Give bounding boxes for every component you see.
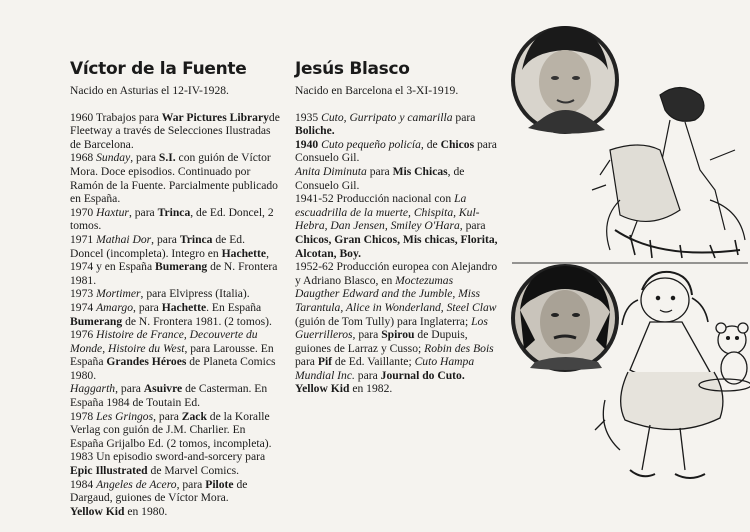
publication-name: Zack [181, 409, 207, 423]
entry-text: , de Consuelo Gil. [295, 164, 465, 192]
publication-name: Bumerang [70, 314, 123, 328]
entry-text: de Dargaud, guiones de Víctor Mora. [70, 477, 248, 505]
entry-text: , para [115, 382, 144, 396]
portrait-jesus-blasco [511, 264, 619, 372]
entry-text: 1973 [70, 287, 97, 301]
entry-text: para [295, 355, 318, 369]
entry-text: 1970 [70, 205, 97, 219]
publication-name: Trinca [179, 232, 213, 246]
work-title: Sunday [96, 151, 131, 165]
work-title: Angeles de Acero [96, 477, 177, 491]
entry-list [295, 111, 500, 396]
entry-text: , para Larousse. En España [70, 341, 274, 369]
entry-text: 1968 [70, 151, 97, 165]
work-title: Cuto, Gurripato y camarilla [321, 110, 453, 124]
work-title: Haggarth [70, 382, 116, 396]
work-title: Cuto pequeño policía, [321, 137, 424, 151]
entry-text: de la Koralle Verlag con guión de J.M. Charlier. En España Grijalbo Ed. (2 tomos, incompleta). [70, 409, 272, 450]
bibliography-entry [295, 138, 500, 165]
entry-text: , de Ed. Doncel, 2 tomos. [70, 205, 274, 233]
work-title: Mathai Dor [96, 232, 152, 246]
bibliography-entry [70, 233, 280, 287]
entry-text: , para [133, 300, 162, 314]
publication-name: Yellow Kid [70, 504, 125, 518]
entry-text: 1960 Trabajos para [70, 110, 162, 124]
publication-name: Chicos [440, 137, 475, 151]
work-title: Histoire de France, Decouverte du Monde, Histoire du West [70, 328, 258, 355]
bibliography-entry [70, 151, 280, 205]
entry-text: para [452, 110, 476, 124]
entry-text: , para [153, 409, 182, 423]
entry-text: de N. Frontera 1981. (2 tomos). [122, 314, 272, 328]
entry-text: para [354, 368, 381, 382]
work-title: Moctezumas Daugther Edward and the Jumble, Miss Tarantula, Alice in Wonderland, Steel Claw [295, 273, 497, 314]
entry-text: de Dupuis, guiones de Larraz y Cusso; [295, 328, 468, 355]
bibliography-entry [70, 410, 280, 451]
publication-name: Mis Chicas [392, 164, 448, 178]
birth-line: Nacido en Barcelona el 3-XI-1919. [295, 84, 459, 97]
bibliography-entry [295, 192, 500, 260]
publication-name: Epic Illustrated [70, 464, 148, 478]
entry-text: de Ed. Doncel (incompleta). Integro en [70, 232, 245, 260]
publication-name: Yellow Kid [295, 382, 350, 396]
entry-text: , para Elvipress (Italia). [140, 287, 250, 301]
bibliography-entry [295, 382, 500, 396]
publication-name: Trinca [157, 205, 191, 219]
publication-name: Pif [317, 355, 333, 369]
entry-text: para [462, 219, 486, 233]
bibliography-entry [70, 478, 280, 505]
entry-text: 1974 [70, 300, 97, 314]
entry-text: 1952-62 Producción europea con Alejandro y Adriano Blasco, en [295, 260, 498, 287]
work-title: Robin des Bois [424, 341, 494, 355]
work-title: Mortimer [96, 287, 141, 301]
publication-name: Hachette [161, 300, 207, 314]
entry-text: 1976 [70, 328, 97, 342]
portrait-victor-de-la-fuente [511, 26, 619, 134]
entry-text: para [355, 328, 382, 342]
entry-text: (guión de Tom Tully) para Inglaterra; [295, 314, 472, 328]
entry-text: de Ed. Vaillante; [332, 355, 415, 369]
publication-name: Pilote [205, 477, 234, 491]
bibliography-entry [70, 382, 280, 409]
entry-text: de Casterman. En España 1984 de Toutain Ed. [70, 382, 268, 410]
entry-text: , para [128, 205, 158, 219]
work-title: Los Guerrilleros, [295, 314, 488, 342]
biography-victor-de-la-fuente [70, 58, 280, 518]
entry-text: 1971 [70, 232, 97, 246]
entry-text: para Consuelo Gil. [295, 137, 497, 165]
entry-text: 1978 [70, 409, 97, 423]
entry-text: , para [151, 232, 180, 246]
entry-text: con guión de Víctor Mora. Doce episodios. Continuado por Ramón de la Fuente. Parcialmente publicado en España. [70, 151, 278, 206]
bibliography-entry [70, 450, 280, 477]
bibliography-entry [295, 165, 500, 192]
artist-name: Víctor de la Fuente [70, 59, 247, 79]
biography-jesus-blasco [295, 58, 500, 396]
entry-text: , para [176, 477, 206, 491]
illustrations [510, 0, 750, 532]
bibliography-entry [70, 505, 280, 519]
publication-name: Spirou [381, 328, 415, 342]
work-title: Les Gringos [96, 409, 154, 423]
publication-name: Bumerang [155, 260, 208, 274]
publication-name: Asuivre [143, 382, 183, 396]
bibliography-entry [295, 260, 500, 382]
artist-name: Jesús Blasco [295, 59, 410, 79]
bibliography-entry [70, 287, 280, 301]
publication-name: Boliche. [295, 124, 335, 138]
bibliography-entry [70, 111, 280, 152]
bibliography-entry [295, 111, 500, 138]
birth-line: Nacido en Asturias el 12-IV-1928. [70, 84, 229, 97]
entry-text: 1984 [70, 477, 97, 491]
work-title: Anita Diminuta [295, 164, 367, 178]
entry-text: . En España [206, 300, 262, 314]
publication-name: S.I. [158, 151, 176, 165]
work-title: La escuadrilla de la muerte, Chispita, Kul-Hebra, Dan Jensen, Smiley O'Hara, [295, 192, 480, 233]
entry-text: en 1980. [124, 504, 168, 518]
bibliography-entry [70, 206, 280, 233]
bibliography-entry [70, 301, 280, 328]
bibliography-entry [70, 328, 280, 382]
entry-text: en 1982. [349, 382, 393, 396]
publication-name: 1940 [295, 137, 319, 151]
entry-text: 1935 [295, 110, 322, 124]
work-title: Amargo [96, 300, 134, 314]
entry-text: , para [130, 151, 159, 165]
warrior-illustration [592, 88, 745, 259]
entry-text: de Marvel Comics. [147, 464, 240, 478]
entry-text: de Fleetway a través de Selecciones Ilustradas de Barcelona. [70, 110, 280, 151]
publication-name: Chicos, Gran Chicos, Mis chicas, Florita, Alcotan, Boy. [295, 232, 498, 260]
entry-text: 1983 Un episodio sword-and-sorcery para [70, 450, 266, 464]
work-title: Haxtur [96, 205, 129, 219]
girl-and-bear-illustration [595, 272, 750, 478]
publication-name: Journal do Cuto. [380, 368, 465, 382]
entry-text: , 1974 y en España [70, 246, 269, 274]
publication-name: Grandes Héroes [106, 355, 187, 369]
publication-name: War Pictures Library [161, 110, 269, 124]
entry-list [70, 111, 280, 519]
entry-text: para [366, 164, 393, 178]
entry-text: 1941-52 Producción nacional con [295, 192, 455, 206]
entry-text: de N. Frontera 1981. [70, 260, 278, 287]
publication-name: Hachette [221, 246, 267, 260]
entry-text: de Planeta Comics 1980. [70, 355, 276, 382]
work-title: Cuto Hampa Mundial Inc. [295, 355, 475, 382]
entry-text: de [423, 137, 441, 151]
